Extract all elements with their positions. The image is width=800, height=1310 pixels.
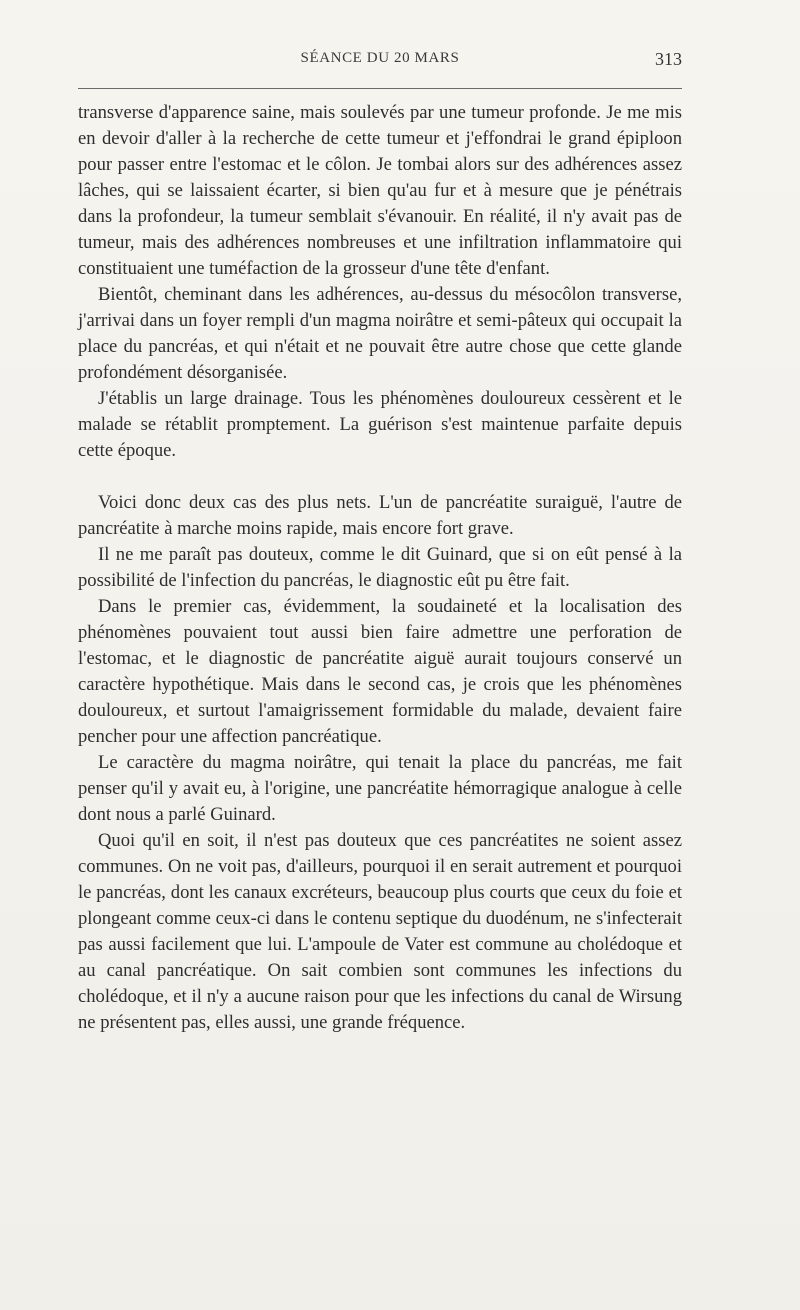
section-break (78, 464, 682, 490)
running-head: SÉANCE DU 20 MARS (300, 50, 460, 66)
body-text (78, 100, 682, 1036)
paragraph: J'établis un large drainage. Tous les phénomènes douloureux cessèrent et le malade se rétablit promptement. La guérison s'est maintenue parfaite depuis cette époque. (78, 388, 682, 461)
paragraph: Bientôt, cheminant dans les adhérences, au-dessus du mésocôlon transverse, j'arrivai dans un foyer rempli d'un magma noirâtre et semi-pâteux qui occupait la place du pancréas, et qui n'était et ne pouvait être autre chose que cette glande profondément désorganisée. (78, 284, 682, 383)
paragraph: transverse d'apparence saine, mais soulevés par une tumeur profonde. Je me mis en devoir d'aller à la recherche de cette tumeur et j'effondrai le grand épiploon pour passer entre l'estomac et le côlon. Je tombai alors sur des adhérences assez lâches, qui se laissaient écarter, si bien qu'au fur et à mesure que je pénétrais dans la profondeur, la tumeur semblait s'évanouir. En réalité, il n'y avait pas de tumeur, mais des adhérences nombreuses et une infiltration inflammatoire qui constituaient une tuméfaction de la grosseur d'une tête d'enfant. (78, 102, 682, 279)
page-header (78, 50, 682, 74)
paragraph: Voici donc deux cas des plus nets. L'un de pancréatite suraiguë, l'autre de pancréatite à marche moins rapide, mais encore fort grave. (78, 492, 682, 539)
paragraph: Quoi qu'il en soit, il n'est pas douteux que ces pancréatites ne soient assez communes. On ne voit pas, d'ailleurs, pourquoi il en serait autrement et pourquoi le pancréas, dont les canaux excréteurs, beaucoup plus courts que ceux du foie et plongeant comme ceux-ci dans le contenu septique du duodénum, ne s'infecterait pas aussi facilement que lui. L'ampoule de Vater est commune au cholédoque et au canal pancréatique. On sait combien sont communes les infections du cholédoque, et il n'y a aucune raison pour que les infections du canal de Wirsung ne présentent pas, elles aussi, une grande fréquence. (78, 830, 682, 1033)
header-rule (78, 88, 682, 89)
page-number: 313 (655, 49, 682, 69)
paragraph: Il ne me paraît pas douteux, comme le dit Guinard, que si on eût pensé à la possibilité de l'infection du pancréas, le diagnostic eût pu être fait. (78, 544, 682, 591)
paragraph: Le caractère du magma noirâtre, qui tenait la place du pancréas, me fait penser qu'il y avait eu, à l'origine, une pancréatite hémorragique analogue à celle dont nous a parlé Guinard. (78, 752, 682, 825)
paragraph: Dans le premier cas, évidemment, la soudaineté et la localisation des phénomènes pouvaient tout aussi bien faire admettre une perforation de l'estomac, et le diagnostic de pancréatite aiguë aurait toujours conservé un caractère hypothétique. Mais dans le second cas, je crois que les phénomènes douloureux, et surtout l'amaigrissement formidable du malade, devaient faire pencher pour une affection pancréatique. (78, 596, 682, 747)
